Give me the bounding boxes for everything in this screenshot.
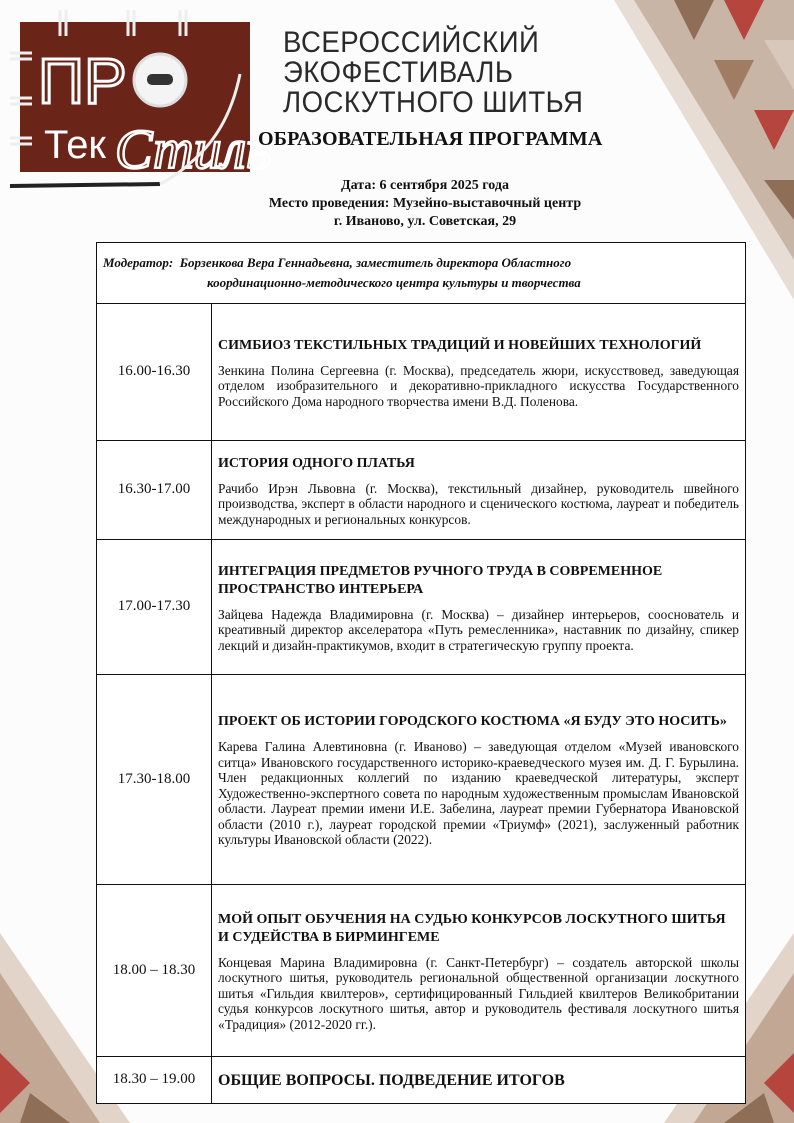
session-speaker: Рачибо Ирэн Львовна (г. Москва), текстильный дизайнер, руководитель швейного производства, эксперт в области народного и сценического костюма, лауреат и победитель международных и региональных конкурсов. xyxy=(218,480,739,527)
moderator-line1: Борзенкова Вера Геннадьевна, заместитель директора Областного xyxy=(179,255,572,270)
moderator-row xyxy=(97,243,746,304)
session-title: ИНТЕГРАЦИЯ ПРЕДМЕТОВ РУЧНОГО ТРУДА В СОВРЕМЕННОЕ ПРОСТРАНСТВО ИНТЕРЬЕРА xyxy=(218,563,663,597)
session-row xyxy=(97,540,746,675)
session-title: ПРОЕКТ ОБ ИСТОРИИ ГОРОДСКОГО КОСТЮМА «Я БУДУ ЭТО НОСИТЬ» xyxy=(218,714,727,730)
session-row xyxy=(97,1057,746,1104)
festival-title xyxy=(283,28,610,118)
session-content xyxy=(212,1057,746,1104)
session-time: 17.00-17.30 xyxy=(97,540,212,675)
moderator-label: Модератор: xyxy=(103,255,174,270)
session-speaker: Карева Галина Алевтиновна (г. Иваново) – заведующая отделом «Музей ивановского ситца» Ивановского государственного историко-краеведческого музея им. Д. Г. Бурылина. Член редакционных коллегий по изданию краеведческой литературы, эксперт Художественно-экспертного совета по народным художественным промыслам Ивановской области. Лауреат премии имени И.Е. Забелина, лауреат премии Губернатора Ивановской области (2010 г.), лауреат городской премии «Триумф» (2021), заслуженный работник культуры Ивановской области (2022). xyxy=(218,739,739,848)
session-speaker: Зенкина Полина Сергеевна (г. Москва), председатель жюри, искусствовед, заведующая отделом изобразительного и декоративно-прикладного искусства Государственного Российского Дома народного творчества имени В.Д. Поленова. xyxy=(218,362,739,409)
program-title: ОБРАЗОВАТЕЛЬНАЯ ПРОГРАММА xyxy=(258,128,603,150)
session-time: 18.00 – 18.30 xyxy=(97,885,212,1057)
session-title: ОБЩИЕ ВОПРОСЫ. ПОДВЕДЕНИЕ ИТОГОВ xyxy=(218,1072,565,1089)
moderator-cell xyxy=(97,243,746,304)
session-content xyxy=(212,675,746,885)
session-time: 16.00-16.30 xyxy=(97,304,212,441)
protextile-logo xyxy=(10,8,272,198)
event-address: г. Иваново, ул. Советская, 29 xyxy=(333,214,517,229)
session-time: 16.30-17.00 xyxy=(97,441,212,540)
svg-text:Тек: Тек xyxy=(44,123,106,167)
session-content xyxy=(212,540,746,675)
session-content xyxy=(212,304,746,441)
svg-text:ПР: ПР xyxy=(38,45,127,117)
session-time: 17.30-18.00 xyxy=(97,675,212,885)
svg-text:Стиль: Стиль xyxy=(115,119,272,181)
program-table xyxy=(96,242,746,1104)
festival-title-line: ВСЕРОССИЙСКИЙ xyxy=(283,26,540,59)
session-speaker: Концевая Марина Владимировна (г. Санкт-Петербург) – создатель авторской школы лоскутного шитья, руководитель региональной общественной организации лоскутного шитья «Гильдия квилтеров», сертифицированный Гильдией квилтеров Великобритании судья конкурсов лоскутного шитья, автор и руководитель фестиваля лоскутного шитья «Традиция» (2012-2020 гг.). xyxy=(218,954,739,1032)
session-row xyxy=(97,885,746,1057)
session-time: 18.30 – 19.00 xyxy=(97,1057,212,1104)
session-title: ИСТОРИЯ ОДНОГО ПЛАТЬЯ xyxy=(218,455,415,471)
session-title: МОЙ ОПЫТ ОБУЧЕНИЯ НА СУДЬЮ КОНКУРСОВ ЛОСКУТНОГО ШИТЬЯ И СУДЕЙСТВА В БИРМИНГЕМЕ xyxy=(218,911,726,945)
festival-title-line: ЛОСКУТНОГО ШИТЬЯ xyxy=(283,86,584,119)
session-row xyxy=(97,441,746,540)
session-row xyxy=(97,304,746,441)
event-date: Дата: 6 сентября 2025 года xyxy=(341,178,509,193)
festival-title-line: ЭКОФЕСТИВАЛЬ xyxy=(283,56,514,89)
moderator-line2: координационно-методического центра культуры и творчества xyxy=(207,275,581,290)
session-title: СИМБИОЗ ТЕКСТИЛЬНЫХ ТРАДИЦИЙ И НОВЕЙШИХ ТЕХНОЛОГИЙ xyxy=(218,337,702,353)
session-row xyxy=(97,675,746,885)
session-content xyxy=(212,885,746,1057)
session-speaker: Зайцева Надежда Владимировна (г. Москва) – дизайнер интерьеров, сооснователь и креативный директор акселератора «Путь ремесленника», наставник по дизайну, спикер лекций и дизайн-практикумов, входит в стратегическую группу проекта. xyxy=(218,606,739,653)
session-content xyxy=(212,441,746,540)
event-venue: Место проведения: Музейно-выставочный центр xyxy=(268,196,582,211)
